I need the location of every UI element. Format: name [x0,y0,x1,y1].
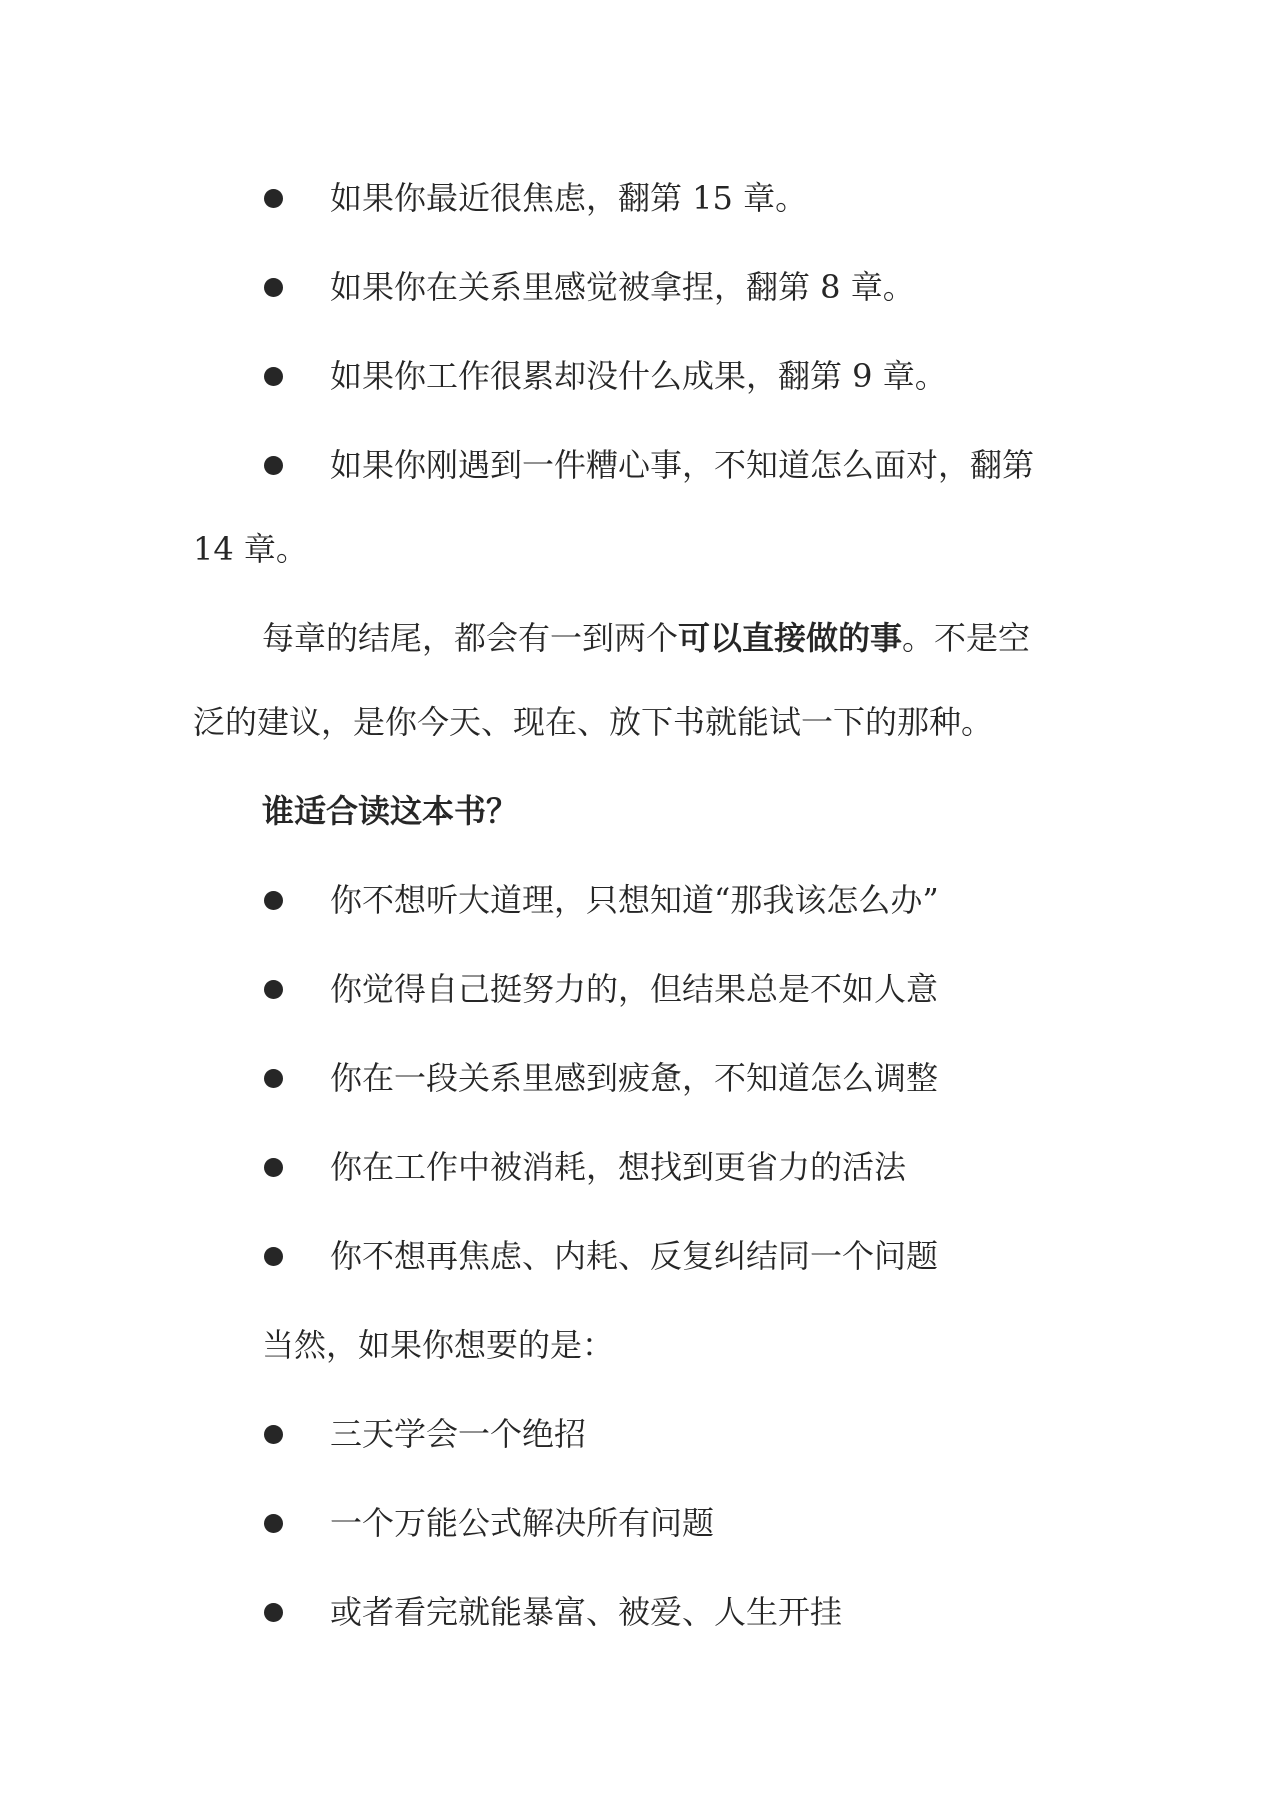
bullet-icon [264,1603,283,1622]
paragraph-text: 每章的结尾，都会有一到两个 [262,619,679,657]
list-item: 你在工作中被消耗，想找到更省力的活法 [330,1148,907,1186]
bullet-icon [264,456,283,475]
bullet-icon [264,278,283,297]
paragraph: 当然，如果你想要的是： [262,1326,615,1364]
list-item: 如果你最近很焦虑，翻第 15 章。 [330,179,808,217]
paragraph [262,618,1030,658]
list-item: 你在一段关系里感到疲惫，不知道怎么调整 [330,1059,939,1097]
list-item: 你不想再焦虑、内耗、反复纠结同一个问题 [330,1237,939,1275]
list-item: 三天学会一个绝招 [330,1415,587,1453]
list-item: 一个万能公式解决所有问题 [330,1504,715,1542]
section-heading: 谁适合读这本书？ [262,792,519,830]
bullet-icon [264,1247,283,1266]
bullet-icon [264,1514,283,1533]
bullet-icon [264,367,283,386]
paragraph-line: 泛的建议，是你今天、现在、放下书就能试一下的那种。 [193,703,994,741]
list-item: 你觉得自己挺努力的，但结果总是不如人意 [330,970,939,1008]
list-item: 如果你刚遇到一件糟心事，不知道怎么面对，翻第 [330,446,1035,484]
list-item: 或者看完就能暴富、被爱、人生开挂 [330,1593,843,1631]
list-item: 如果你工作很累却没什么成果，翻第 9 章。 [330,357,947,395]
list-item: 你不想听大道理，只想知道“那我该怎么办” [330,881,939,919]
bullet-icon [264,189,283,208]
paragraph-text: 。不是空 [902,619,1031,657]
bullet-icon [264,980,283,999]
bullet-icon [264,1069,283,1088]
emphasis-text: 可以直接做的事 [678,619,903,657]
list-item: 如果你在关系里感觉被拿捏，翻第 8 章。 [330,268,915,306]
bullet-icon [264,891,283,910]
bullet-icon [264,1425,283,1444]
bullet-icon [264,1158,283,1177]
list-item-continuation: 14 章。 [193,530,308,568]
